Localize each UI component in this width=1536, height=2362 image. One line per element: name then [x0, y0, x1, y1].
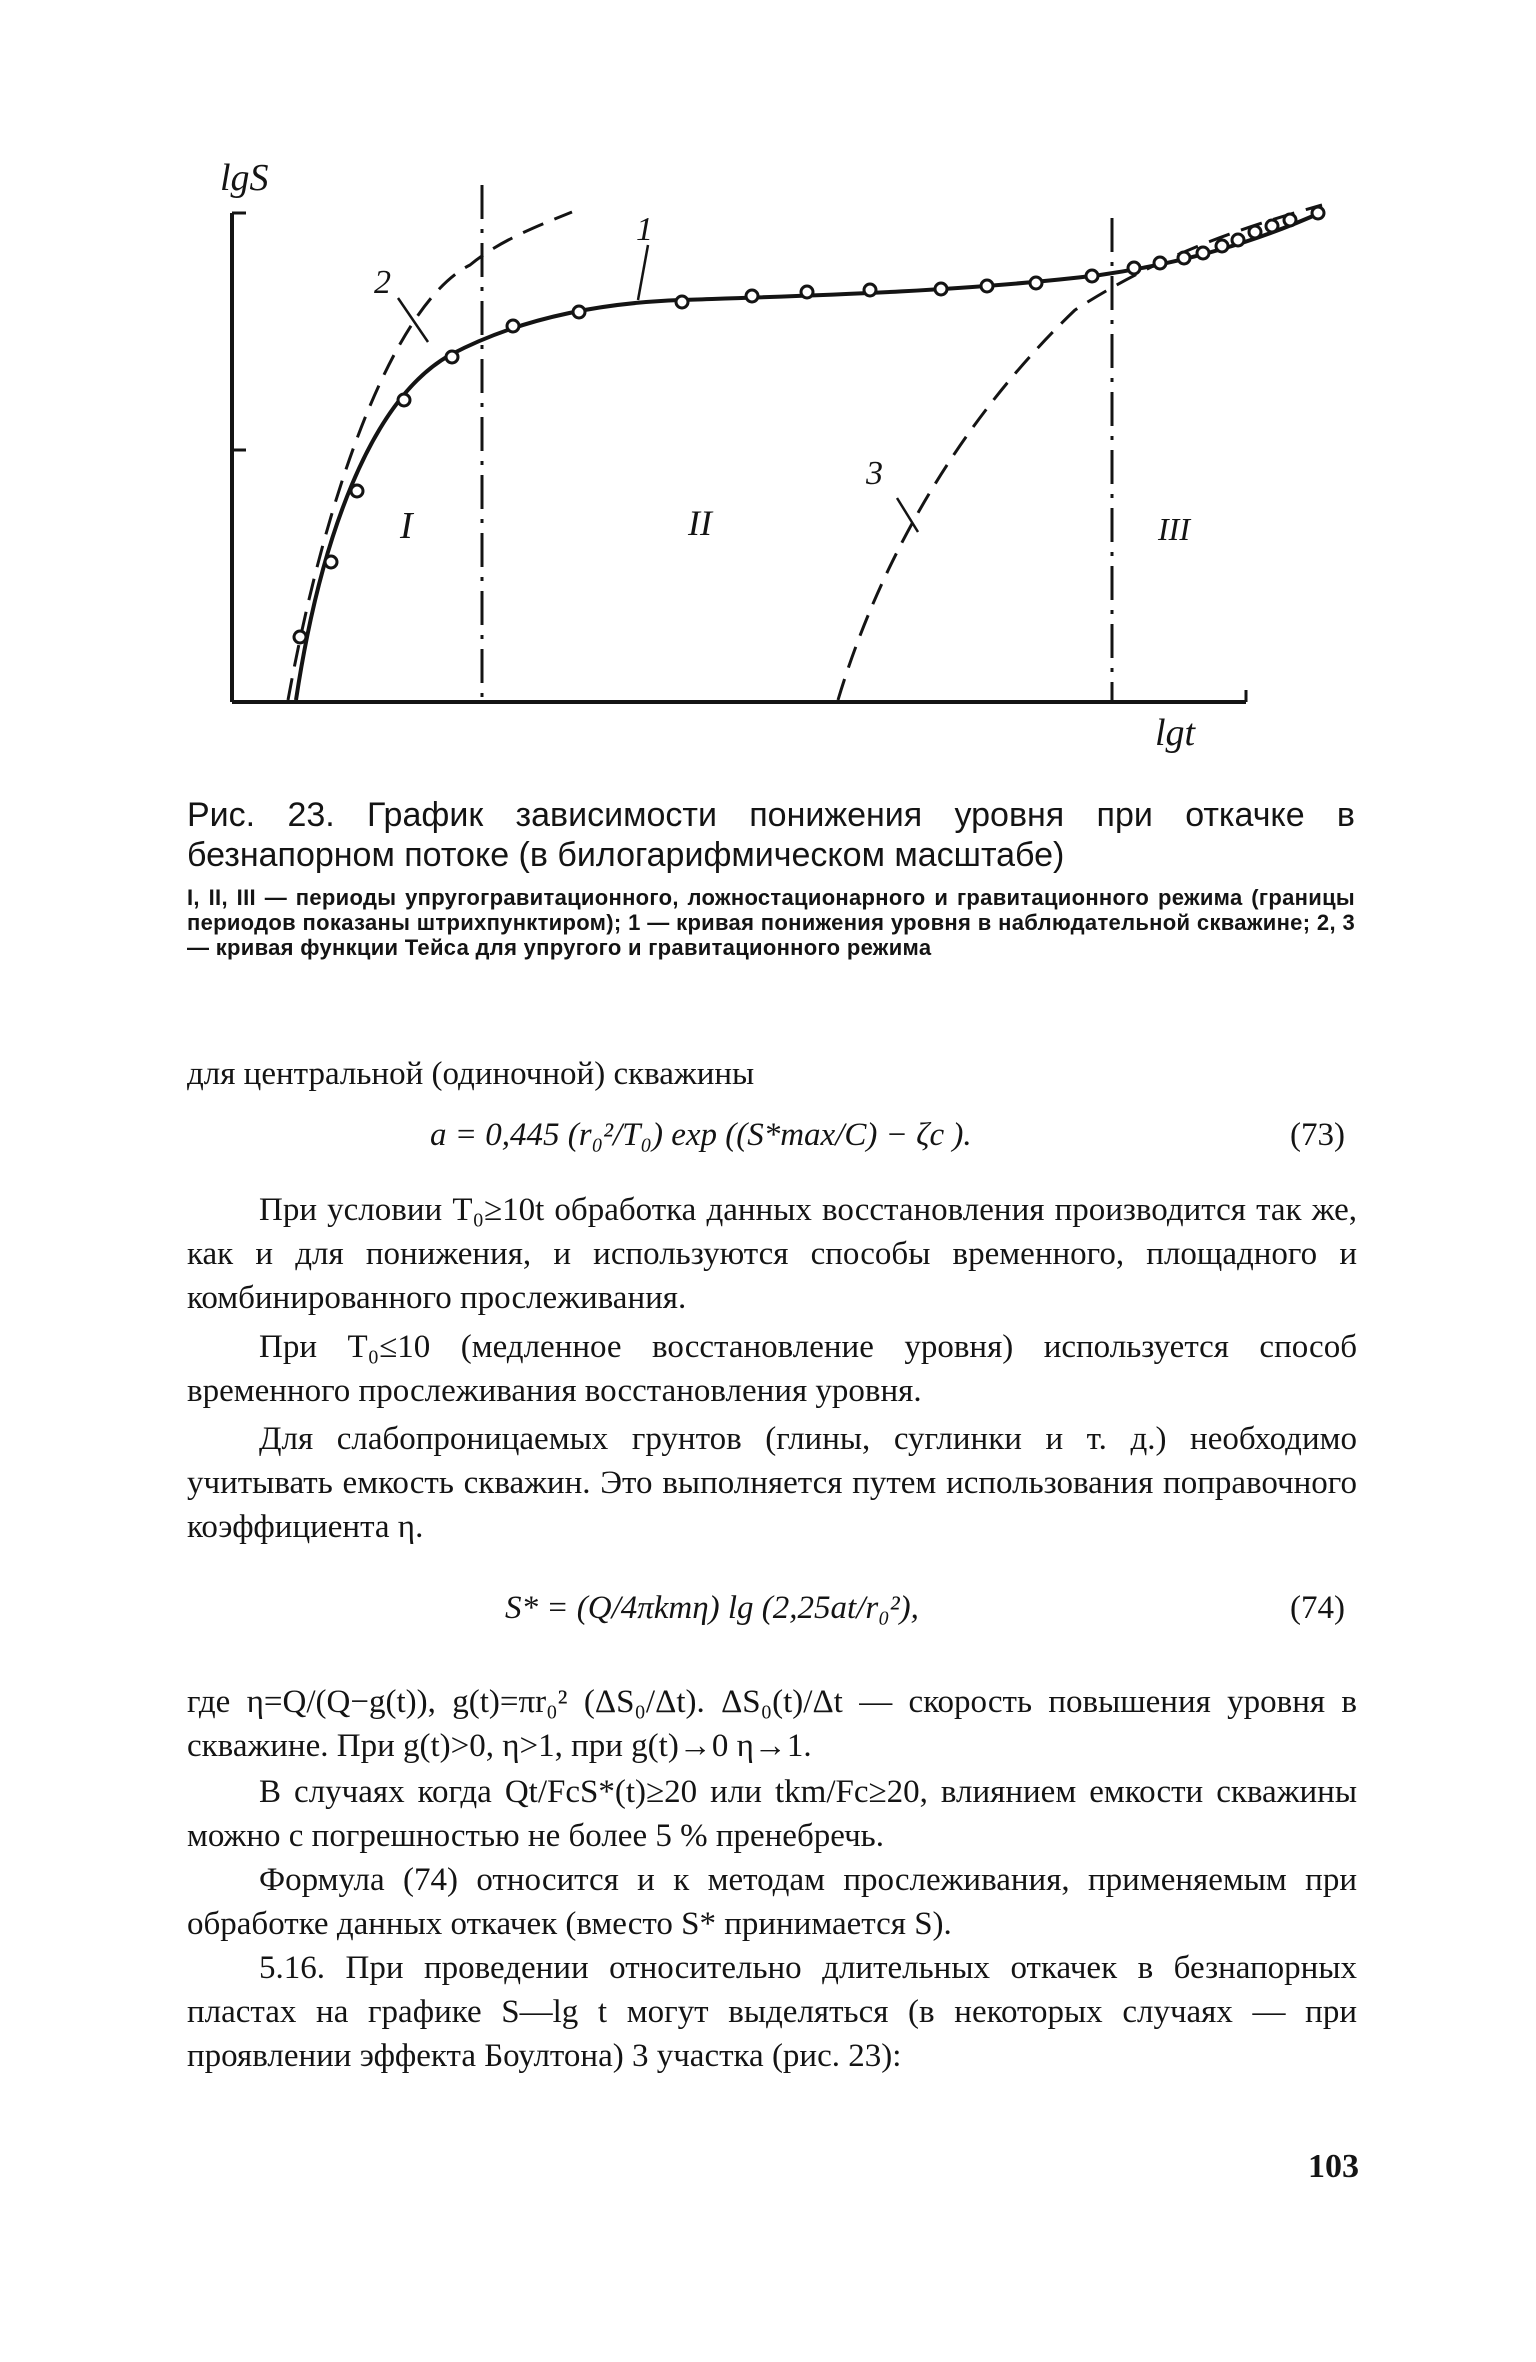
- curve-3-label: 3: [866, 455, 883, 492]
- data-point: [676, 296, 688, 308]
- figure-caption-title: Рис. 23. График зависимости понижения уровня при откачке в безнапорном потоке (в билогарифмическом масштабе): [187, 796, 1355, 874]
- x-axis-label: lgt: [1155, 712, 1196, 754]
- data-point: [1197, 247, 1209, 259]
- period-3-label: III: [1158, 511, 1190, 547]
- leader-curve-1: [638, 245, 648, 300]
- equation-73: a = 0,445 (r₀²/T₀) exp ((S*max/C) − ζc ).: [430, 1117, 972, 1153]
- curve-1-label: 1: [636, 211, 653, 248]
- data-point: [507, 320, 519, 332]
- equation-74: S* = (Q/4πkmη) lg (2,25at/r₀²),: [505, 1590, 919, 1626]
- equation-74-number: (74): [1290, 1590, 1345, 1626]
- data-point: [1232, 234, 1244, 246]
- paragraph-intro: для центральной (одиночной) скважины: [187, 1056, 755, 1092]
- paragraph-section-5-16: 5.16. При проведении относительно длительных откачек в безнапорных пластах на графике S—lg t могут выделяться (в некоторых случаях — при проявлении эффекта Боултона) 3 участка (рис. 23):: [187, 1950, 1357, 2074]
- data-point: [746, 290, 758, 302]
- data-point: [1284, 214, 1296, 226]
- paragraph-capacity-negligible: В случаях когда Qt/FcS*(t)≥20 или tkm/Fc≥20, влиянием емкости скважины можно с погрешностью не более 5 % пренебречь.: [187, 1774, 1357, 1854]
- data-point: [1266, 220, 1278, 232]
- curve-2-theis-elastic: [288, 212, 572, 700]
- data-point: [1249, 226, 1261, 238]
- leader-curve-2: [398, 298, 428, 342]
- figure-caption-legend: I, II, III — периоды упругогравитационного, ложностационарного и гравитационного режима (границы периодов показаны штрихпунктиром); 1 — кривая понижения уровня в наблюдательной скважине; 2, 3 — кривая функции Тейса для упругого и гравитационного режима: [187, 885, 1355, 960]
- data-point: [1128, 262, 1140, 274]
- data-point: [325, 556, 337, 568]
- period-2-label: II: [688, 503, 712, 543]
- data-point: [1178, 252, 1190, 264]
- paragraph-condition-slow: При T₀≤10 (медленное восстановление уровня) используется способ временного прослеживания восстановления уровня.: [187, 1329, 1357, 1409]
- data-point: [1086, 270, 1098, 282]
- data-point: [446, 351, 458, 363]
- data-point: [573, 306, 585, 318]
- data-point: [1154, 257, 1166, 269]
- leader-curve-3: [897, 498, 918, 532]
- page-number: 103: [1308, 2148, 1359, 2185]
- data-point: [981, 280, 993, 292]
- figure-23: [0, 0, 1536, 780]
- data-point: [864, 284, 876, 296]
- paragraph-condition-fast: При условии T₀≥10t обработка данных восстановления производится так же, как и для понижения, и используются способы временного, площадного и комбинированного прослеживания.: [187, 1192, 1357, 1316]
- paragraph-low-permeability: Для слабопроницаемых грунтов (глины, суглинки и т. д.) необходимо учитывать емкость скважин. Это выполняется путем использования поправочного коэффициента η.: [187, 1421, 1357, 1545]
- data-point: [351, 485, 363, 497]
- data-point: [1030, 277, 1042, 289]
- period-1-label: I: [400, 505, 413, 547]
- curve-2-label: 2: [374, 264, 391, 301]
- data-point: [398, 394, 410, 406]
- paragraph-formula-74-note: Формула (74) относится и к методам прослеживания, применяемым при обработке данных откачек (вместо S* принимается S).: [187, 1862, 1357, 1942]
- data-point: [935, 283, 947, 295]
- equation-73-number: (73): [1290, 1117, 1345, 1153]
- y-axis-label: lgS: [220, 157, 269, 199]
- data-point: [1312, 207, 1324, 219]
- paragraph-eta-definition: где η=Q/(Q−g(t)), g(t)=πr₀² (ΔS₀/Δt). ΔS₀(t)/Δt — скорость повышения уровня в скважине. При g(t)>0, η>1, при g(t)→0 η→1.: [187, 1684, 1357, 1764]
- data-point: [1216, 240, 1228, 252]
- data-point: [294, 631, 306, 643]
- data-point: [801, 286, 813, 298]
